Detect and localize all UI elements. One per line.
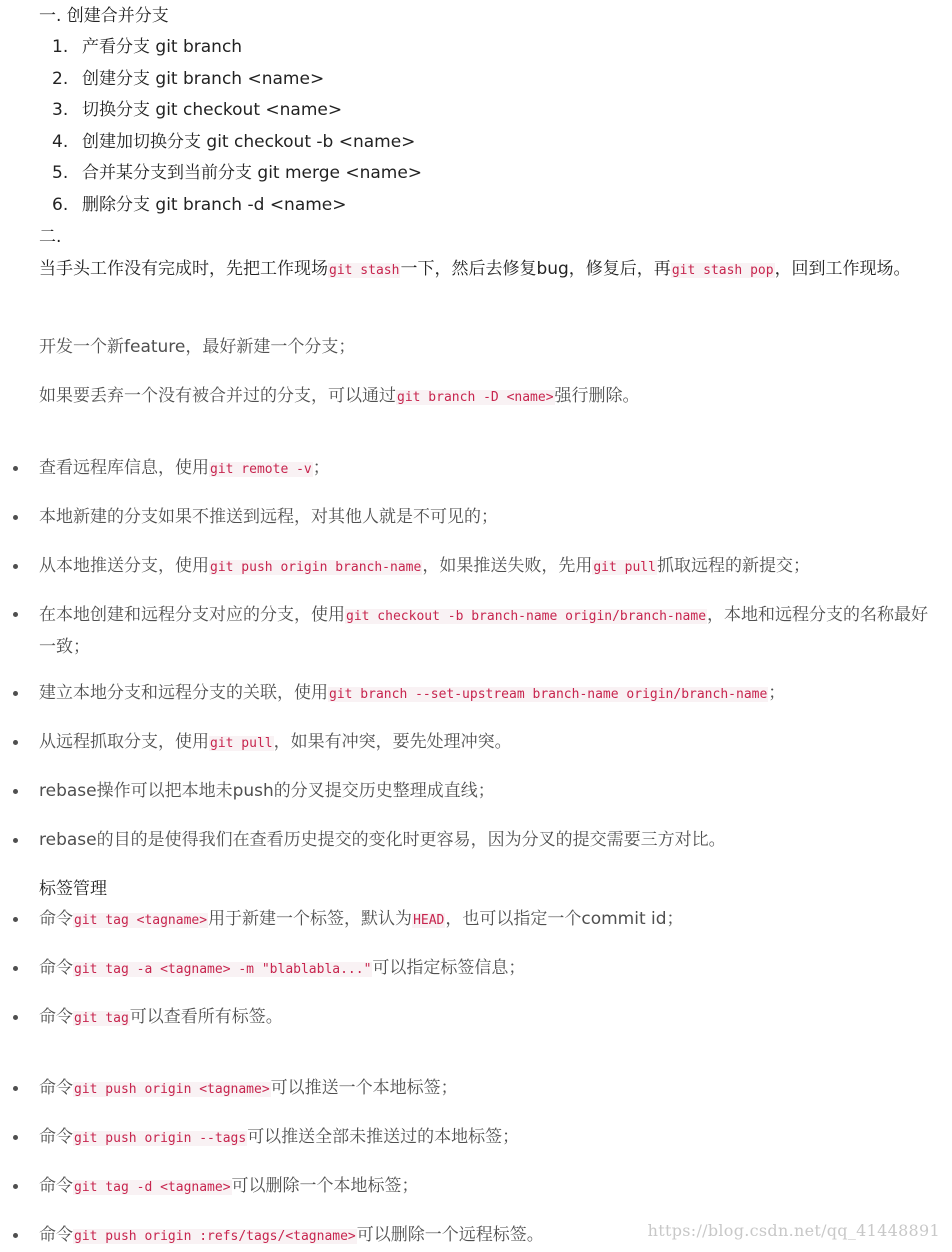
ol-number: 3. — [52, 100, 69, 120]
list-item-push-branch — [39, 554, 810, 580]
text-segment: 当手头工作没有完成时，先把工作现场 — [39, 259, 328, 279]
paragraph-discard — [39, 384, 640, 410]
text-segment: 建立本地分支和远程分支的关联，使用 — [39, 683, 328, 703]
list-item-tag-annotate — [39, 956, 525, 982]
ol-item-6 — [52, 193, 347, 217]
inline-code: git stash pop — [671, 263, 774, 278]
list-item-tag-create — [39, 907, 684, 933]
text-segment: 如果要丢弃一个没有被合并过的分支，可以通过 — [39, 386, 396, 406]
list-item-create-tracking — [39, 600, 934, 662]
inline-code: git push origin branch-name — [210, 560, 422, 575]
inline-code: git checkout -b branch-name origin/branch-name — [346, 609, 707, 624]
ol-text: 创建分支 git branch <name> — [82, 69, 325, 89]
text-segment: 抓取远程的新提交； — [656, 556, 810, 576]
text-segment: ，也可以指定一个commit id； — [445, 909, 684, 929]
ol-number: 6. — [52, 195, 69, 215]
text-segment: 命令 — [39, 1007, 73, 1027]
ol-number: 1. — [52, 37, 69, 57]
inline-code: git branch --set-upstream branch-name origin/branch-name — [329, 687, 768, 702]
text-segment: 一下，然后去修复bug，修复后，再 — [400, 259, 671, 279]
list-item-rebase-1 — [39, 779, 495, 803]
paragraph-feature: 开发一个新feature，最好新建一个分支； — [39, 337, 356, 357]
ol-number: 2. — [52, 69, 69, 89]
text-segment: 用于新建一个标签，默认为 — [208, 909, 413, 929]
text-segment: 本地新建的分支如果不推送到远程，对其他人就是不可见的； — [39, 507, 498, 527]
inline-code: git push origin --tags — [74, 1131, 247, 1146]
bullet-dot — [13, 1086, 18, 1091]
text-segment: 从本地推送分支，使用 — [39, 556, 209, 576]
inline-code: git tag — [74, 1011, 129, 1026]
inline-code: git push origin <tagname> — [74, 1082, 270, 1097]
list-item-push-all-tags — [39, 1125, 519, 1151]
ol-item-4 — [52, 130, 415, 154]
inline-code: git pull — [210, 736, 273, 751]
bullet-dot — [13, 789, 18, 794]
inline-code: git tag -a <tagname> -m "blablabla..." — [74, 962, 372, 977]
ol-item-1 — [52, 35, 242, 59]
list-item-delete-local-tag — [39, 1174, 419, 1200]
ol-text: 切换分支 git checkout <name> — [82, 100, 343, 120]
list-item-pull — [39, 730, 512, 756]
list-item-delete-remote-tag — [39, 1223, 544, 1249]
text-segment: 可以推送一个本地标签； — [270, 1078, 458, 1098]
inline-code: HEAD — [413, 913, 445, 928]
section-heading-create-merge: 一. 创建合并分支 — [39, 6, 169, 26]
bullet-dot — [13, 917, 18, 922]
bullet-dot — [13, 612, 18, 617]
text-segment: 命令 — [39, 1176, 73, 1196]
inline-code: git tag -d <tagname> — [74, 1180, 231, 1195]
inline-code: git push origin :refs/tags/<tagname> — [74, 1229, 356, 1244]
text-segment: 在本地创建和远程分支对应的分支，使用 — [39, 605, 345, 625]
ol-number: 4. — [52, 132, 69, 152]
text-segment: ，本地和远程分支的名称最好一致； — [39, 605, 929, 657]
text-segment: ； — [768, 683, 786, 703]
inline-code: git pull — [593, 560, 656, 575]
paragraph-stash — [39, 254, 934, 286]
ol-text: 删除分支 git branch -d <name> — [82, 195, 347, 215]
bullet-dot — [13, 1184, 18, 1189]
bullet-dot — [13, 564, 18, 569]
text-segment: 可以删除一个远程标签。 — [356, 1225, 544, 1245]
bullet-dot — [13, 466, 18, 471]
text-segment: 命令 — [39, 1078, 73, 1098]
list-item-remote-info — [39, 456, 330, 482]
list-item-tag-list — [39, 1005, 283, 1031]
text-segment: 可以推送全部未推送过的本地标签； — [247, 1127, 520, 1147]
text-segment: 查看远程库信息，使用 — [39, 458, 209, 478]
text-segment: 可以查看所有标签。 — [129, 1007, 283, 1027]
bullet-dot — [13, 838, 18, 843]
text-segment: ，如果有冲突，要先处理冲突。 — [273, 732, 512, 752]
bullet-dot — [13, 1015, 18, 1020]
text-segment: ，如果推送失败，先用 — [422, 556, 593, 576]
list-item-rebase-2 — [39, 828, 726, 852]
ol-text: 合并某分支到当前分支 git merge <name> — [82, 163, 423, 183]
ol-item-3 — [52, 98, 342, 122]
text-segment: 命令 — [39, 1225, 73, 1245]
text-segment: 强行删除。 — [554, 386, 640, 406]
text-segment: rebase操作可以把本地未push的分叉提交历史整理成直线； — [39, 781, 495, 801]
text-segment: 命令 — [39, 909, 73, 929]
bullet-dot — [13, 515, 18, 520]
ol-item-5 — [52, 161, 422, 185]
text-segment: 命令 — [39, 958, 73, 978]
text-segment: 命令 — [39, 1127, 73, 1147]
ol-item-2 — [52, 67, 324, 91]
bullet-dot — [13, 966, 18, 971]
text-segment: rebase的目的是使得我们在查看历史提交的变化时更容易，因为分叉的提交需要三方对比。 — [39, 830, 726, 850]
ol-text: 产看分支 git branch — [82, 37, 243, 57]
watermark: https://blog.csdn.net/qq_41448891 — [647, 1221, 940, 1240]
text-segment: 从远程抓取分支，使用 — [39, 732, 209, 752]
bullet-dot — [13, 740, 18, 745]
text-segment: 可以指定标签信息； — [372, 958, 526, 978]
inline-code: git remote -v — [210, 462, 312, 477]
bullet-dot — [13, 691, 18, 696]
section-heading-two: 二. — [39, 227, 62, 247]
list-item-set-upstream — [39, 681, 785, 707]
ol-number: 5. — [52, 163, 69, 183]
text-segment: 可以删除一个本地标签； — [231, 1176, 419, 1196]
inline-code: git branch -D <name> — [397, 390, 554, 405]
bullet-dot — [13, 1233, 18, 1238]
text-segment: ，回到工作现场。 — [774, 259, 911, 279]
bullet-dot — [13, 1135, 18, 1140]
list-item-local-branch — [39, 505, 498, 529]
list-item-push-tag — [39, 1076, 458, 1102]
section-heading-tags: 标签管理 — [39, 879, 107, 899]
text-segment: ； — [312, 458, 330, 478]
ol-text: 创建加切换分支 git checkout -b <name> — [82, 132, 416, 152]
inline-code: git tag <tagname> — [74, 913, 208, 928]
inline-code: git stash — [329, 263, 400, 278]
